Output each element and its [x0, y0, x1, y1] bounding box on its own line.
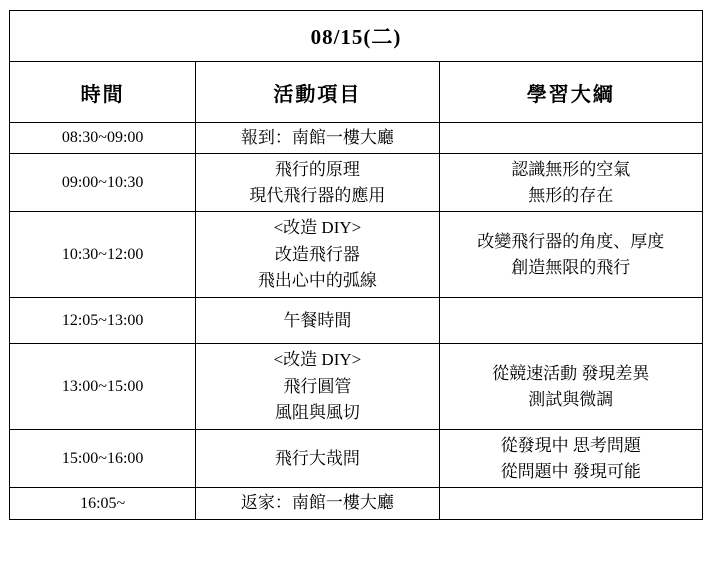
table-row: [10, 298, 703, 344]
outline-line: 從競速活動 發現差異: [492, 363, 650, 383]
column-header-time: 時間: [10, 62, 196, 123]
column-header-activity: 活動項目: [196, 62, 439, 123]
outline-line: 創造無限的飛行: [511, 257, 631, 277]
row-activity: [196, 488, 439, 519]
activity-line: 飛行的原理: [274, 159, 360, 179]
activity-line: 返家：南館一樓大廳: [240, 493, 394, 513]
activity-line: <改造 DIY>: [273, 218, 362, 238]
row-activity: [196, 298, 439, 344]
table-row: [10, 212, 703, 298]
activity-line: 飛出心中的弧線: [257, 271, 377, 291]
row-activity: [196, 430, 439, 488]
table-row: [10, 123, 703, 154]
row-outline: [439, 123, 702, 154]
table-title-row: [10, 11, 703, 62]
table-header-row: [10, 62, 703, 123]
row-time: 15:00~16:00: [10, 430, 196, 488]
outline-line: 認識無形的空氣: [511, 159, 631, 179]
outline-line: 改變飛行器的角度、厚度: [477, 231, 665, 251]
row-activity: [196, 154, 439, 212]
activity-line: 風阻與風切: [274, 403, 360, 423]
row-activity: [196, 212, 439, 298]
activity-line: <改造 DIY>: [273, 350, 362, 370]
outline-line: 從發現中 思考問題: [500, 435, 641, 455]
outline-line: 無形的存在: [528, 185, 614, 205]
page-title: 08/15(二): [10, 11, 703, 62]
table-row: [10, 488, 703, 519]
row-time: 08:30~09:00: [10, 123, 196, 154]
row-outline: [439, 298, 702, 344]
activity-line: 改造飛行器: [274, 244, 360, 264]
schedule-table: [9, 10, 703, 520]
row-time: 09:00~10:30: [10, 154, 196, 212]
row-outline: [439, 212, 702, 298]
table-row: [10, 430, 703, 488]
row-time: 10:30~12:00: [10, 212, 196, 298]
row-activity: [196, 123, 439, 154]
row-time: 13:00~15:00: [10, 344, 196, 430]
row-outline: [439, 344, 702, 430]
table-row: [10, 154, 703, 212]
row-activity: [196, 344, 439, 430]
row-outline: [439, 488, 702, 519]
table-row: [10, 344, 703, 430]
row-time: 16:05~: [10, 488, 196, 519]
activity-line: 報到：南館一樓大廳: [240, 128, 394, 147]
outline-line: 測試與微調: [528, 389, 614, 409]
activity-line: 午餐時間: [283, 310, 352, 330]
row-outline: [439, 154, 702, 212]
column-header-outline: 學習大綱: [439, 62, 702, 123]
activity-line: 飛行圓管: [283, 376, 352, 396]
outline-line: 從問題中 發現可能: [500, 461, 641, 481]
activity-line: 現代飛行器的應用: [249, 185, 386, 205]
row-time: 12:05~13:00: [10, 298, 196, 344]
activity-line: 飛行大哉問: [274, 448, 360, 468]
row-outline: [439, 430, 702, 488]
